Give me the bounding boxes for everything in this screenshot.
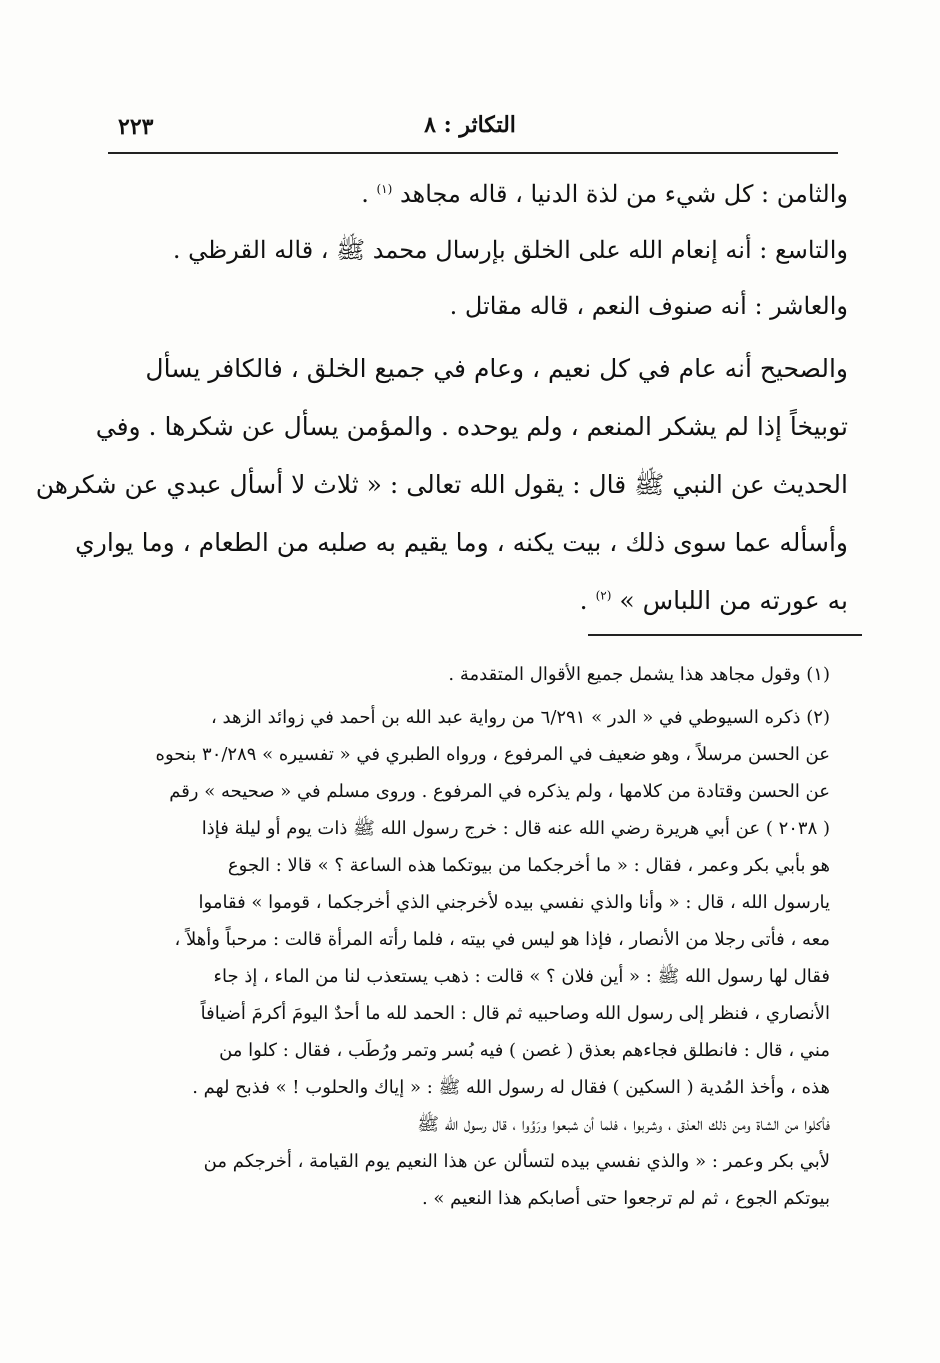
footnote-ref: (٢) bbox=[595, 588, 612, 603]
page-body bbox=[35, 166, 848, 636]
footnote-line: مني ، قال : فانطلق فجاءهم بعذق ( غصن ) فيه بُسر وتمر ورُطَب ، فقال : كلوا من bbox=[219, 1040, 830, 1061]
text-line: والتاسع : أنه إنعام الله على الخلق بإرسال محمد ﷺ ، قاله القرظي . bbox=[172, 236, 848, 264]
footnote-line: هذه ، وأخذ المُدية ( السكين ) فقال له رسول الله ﷺ : « إياك والحلوب ! » فذبح لهم . bbox=[192, 1077, 830, 1098]
footnote-line: هو بأبي بكر وعمر ، فقال : « ما أخرجكما من بيوتكما هذه الساعة ؟ » قالا : الجوع bbox=[227, 855, 830, 876]
footnotes bbox=[100, 656, 830, 1217]
text-line: والعاشر : أنه صنوف النعم ، قاله مقاتل . bbox=[449, 292, 848, 320]
footnote-line: بيوتكم الجوع ، ثم لم ترجعوا حتى أصابكم هذا النعيم » . bbox=[421, 1188, 830, 1209]
page-header bbox=[110, 112, 830, 146]
text-line: الحديث عن النبي ﷺ قال : يقول الله تعالى : « ثلاث لا أسأل عبدي عن شكرهن bbox=[35, 470, 848, 499]
running-title: التكاثر : ٨ bbox=[424, 112, 516, 138]
footnote-rule bbox=[588, 634, 862, 636]
footnote-line: عن الحسن مرسلاً ، وهو ضعيف في المرفوع ، ورواه الطبري في « تفسيره » ٣٠/٢٨٩ بنحوه bbox=[155, 744, 830, 765]
footnote-1: (١) وقول مجاهد هذا يشمل جميع الأقوال المتقدمة . bbox=[448, 664, 830, 685]
header-rule bbox=[108, 152, 838, 154]
footnote-line: معه ، فأتى رجلا من الأنصار ، فإذا هو ليس في بيته ، فلما رأته المرأة قالت : مرحباً وأهلاً ، bbox=[174, 929, 830, 950]
footnote-line: (٢) ذكره السيوطي في « الدر » ٦/٢٩١ من رواية عبد الله بن أحمد في زوائد الزهد ، bbox=[211, 707, 830, 728]
footnote-line: فأكلوا من الشاة ومن ذلك العذق ، وشربوا ، فلما أن شبعوا ورَوُوا ، قال رسول الله ﷺ bbox=[417, 1114, 830, 1135]
footnote-line: ( ٢٠٣٨ ) عن أبي هريرة رضي الله عنه قال : خرج رسول الله ﷺ ذات يوم أو ليلة فإذا bbox=[201, 818, 830, 839]
list-paragraph bbox=[118, 166, 848, 334]
text-line: والصحيح أنه عام في كل نعيم ، وعام في جميع الخلق ، فالكافر يسأل bbox=[145, 354, 848, 383]
footnote-line: يارسول الله ، قال : « وأنا والذي نفسي بيده لأخرجني الذي أخرجكما ، قوموا » فقاموا bbox=[198, 892, 830, 913]
footnote-line: الأنصاري ، فنظر إلى رسول الله وصاحبيه ثم قال : الحمد لله ما أحدٌ اليومَ أكرمَ أضيافاً bbox=[200, 1003, 830, 1024]
footnote-line: لأبي بكر وعمر : « والذي نفسي بيده لتسألن عن هذا النعيم يوم القيامة ، أخرجكم من bbox=[203, 1151, 830, 1172]
footnote-line: عن الحسن وقتادة من كلامها ، ولم يذكره في المرفوع . وروى مسلم في « صحيحه » رقم bbox=[169, 781, 830, 802]
footnote-2 bbox=[100, 699, 830, 1217]
main-paragraph bbox=[35, 340, 848, 630]
text-line: والثامن : كل شيء من لذة الدنيا ، قاله مجاهد $^{(١)}$ . bbox=[361, 180, 848, 208]
text-line: به عورته من اللباس » $^{(٢)}$ . bbox=[579, 586, 848, 615]
text-line: توبيخاً إذا لم يشكر المنعم ، ولم يوحده . والمؤمن يسأل عن شكرها . وفي bbox=[95, 412, 848, 441]
footnote-line: فقال لها رسول الله ﷺ : « أين فلان ؟ » قالت : ذهب يستعذب لنا من الماء ، إذ جاء bbox=[213, 966, 830, 987]
text-line: وأسأله عما سوى ذلك ، بيت يكنه ، وما يقيم به صلبه من الطعام ، وما يواري bbox=[75, 528, 848, 557]
page-number: ٢٢٣ bbox=[118, 114, 154, 140]
footnote-ref: (١) bbox=[376, 182, 393, 196]
